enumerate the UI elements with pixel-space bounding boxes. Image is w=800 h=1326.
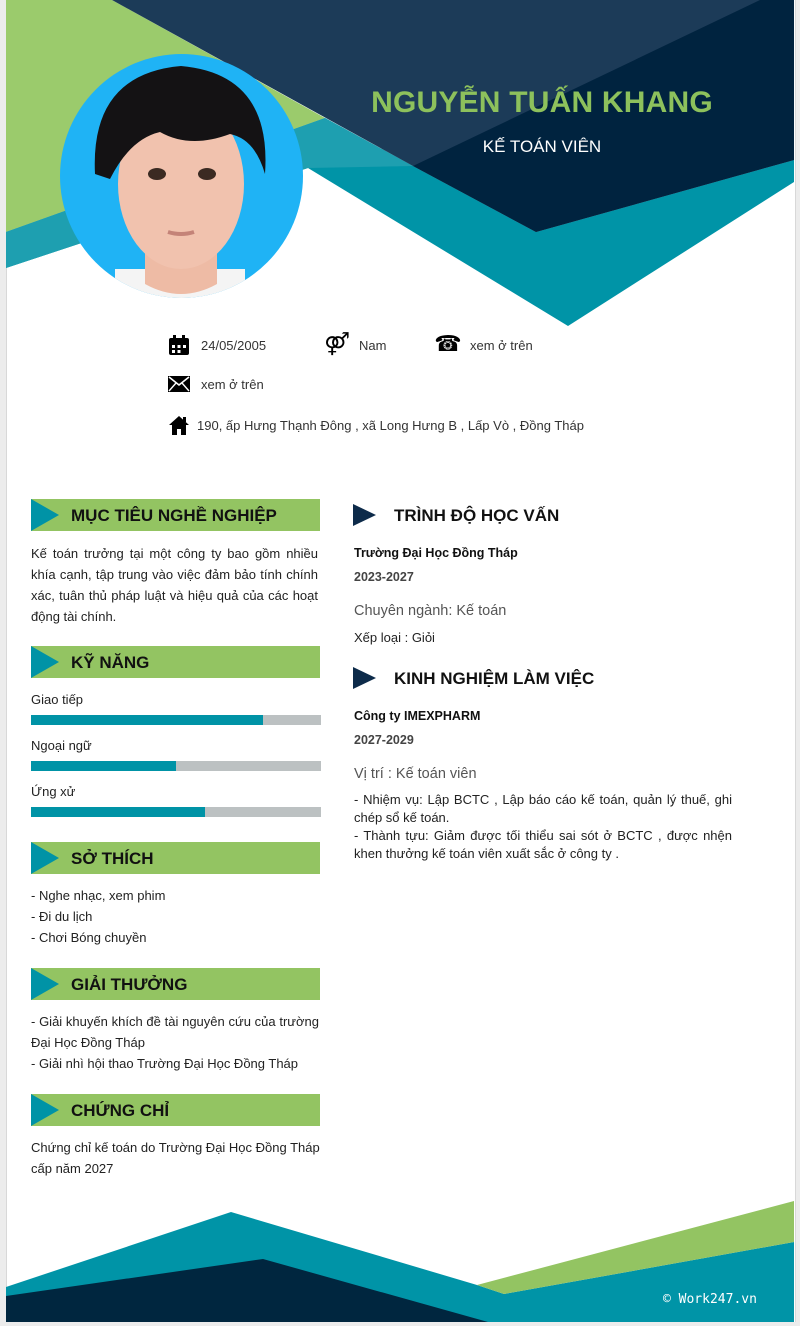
education-major: Chuyên ngành: Kế toán bbox=[354, 603, 507, 619]
section-title: GIẢI THƯỞNG bbox=[71, 975, 188, 994]
triangle-icon bbox=[31, 968, 59, 1000]
profile-photo bbox=[60, 54, 303, 298]
skill-label: Ngoại ngữ bbox=[31, 738, 92, 753]
gender-icon: ⚤ bbox=[324, 332, 350, 357]
skill-bar bbox=[31, 715, 321, 725]
candidate-name: NGUYỄN TUẤN KHANG bbox=[371, 86, 713, 119]
skill-bar-fill bbox=[31, 807, 205, 817]
list-item: - Nghe nhạc, xem phim bbox=[31, 888, 166, 903]
phone-icon: ☎ bbox=[434, 332, 462, 357]
skill-bar bbox=[31, 807, 321, 817]
experience-achievements: - Thành tựu: Giảm được tối thiểu sai sót ở BCTC , được nhện khen thưởng kế toán viên xuất sắc ở công ty . bbox=[354, 828, 732, 861]
triangle-icon bbox=[31, 646, 59, 678]
triangle-icon bbox=[353, 667, 376, 689]
skill-label: Giao tiếp bbox=[31, 692, 84, 707]
home-icon bbox=[167, 414, 191, 436]
experience-period: 2027-2029 bbox=[354, 733, 414, 747]
phone-value: xem ở trên bbox=[470, 337, 533, 353]
experience-position: Vị trí : Kế toán viên bbox=[354, 766, 477, 782]
section-title: SỞ THÍCH bbox=[71, 849, 154, 868]
email-value: xem ở trên bbox=[201, 376, 264, 392]
list-item: - Giải nhì hội thao Trường Đại Học Đồng Tháp bbox=[31, 1056, 299, 1071]
objective-text: Kế toán trưởng tại một công ty bao gồm nhiều khía cạnh, tập trung vào việc đảm bảo tính chính xác, tuân thủ pháp luật và hiệu quả của các hoạt động tài chính. bbox=[31, 546, 318, 624]
education-grade: Xếp loại : Giỏi bbox=[354, 630, 435, 645]
list-item: - Chơi Bóng chuyền bbox=[31, 930, 147, 945]
section-header-skills bbox=[31, 646, 320, 678]
triangle-icon bbox=[31, 842, 59, 874]
section-header-awards bbox=[31, 968, 320, 1000]
triangle-icon bbox=[31, 1094, 59, 1126]
mail-icon bbox=[167, 373, 191, 395]
experience-company: Công ty IMEXPHARM bbox=[354, 709, 481, 723]
education-period: 2023-2027 bbox=[354, 570, 414, 584]
job-title: KẾ TOÁN VIÊN bbox=[482, 137, 602, 156]
section-header-objective bbox=[31, 499, 320, 531]
awards-list bbox=[31, 1011, 319, 1074]
watermark: © Work247.vn bbox=[663, 1292, 757, 1307]
contact-gender bbox=[325, 334, 386, 356]
section-header-hobbies bbox=[31, 842, 320, 874]
education-school: Trường Đại Học Đồng Tháp bbox=[354, 546, 518, 560]
list-item: - Đi du lịch bbox=[31, 909, 93, 924]
experience-duties: - Nhiệm vụ: Lập BCTC , Lập báo cáo kế toán, quản lý thuế, ghi chép sổ kế toán. bbox=[354, 792, 732, 825]
address-value: 190, ấp Hưng Thạnh Đông , xã Long Hưng B , Lấp Vò , Đồng Tháp bbox=[197, 417, 584, 433]
section-title: TRÌNH ĐỘ HỌC VẤN bbox=[394, 506, 560, 525]
hobbies-list bbox=[31, 885, 321, 948]
birthday-value: 24/05/2005 bbox=[201, 337, 267, 353]
contact-address bbox=[167, 414, 584, 436]
section-title: KINH NGHIỆM LÀM VIỆC bbox=[394, 669, 595, 688]
section-title: CHỨNG CHỈ bbox=[71, 1101, 170, 1120]
section-title: MỤC TIÊU NGHỀ NGHIỆP bbox=[71, 506, 277, 525]
list-item: - Giải khuyến khích đề tài nguyên cứu của trường Đại Học Đồng Tháp bbox=[31, 1014, 319, 1050]
contact-email bbox=[167, 373, 264, 395]
skill-label: Ứng xử bbox=[31, 784, 76, 799]
section-header-certificates bbox=[31, 1094, 320, 1126]
section-title: KỸ NĂNG bbox=[71, 653, 150, 672]
skill-bar-fill bbox=[31, 715, 263, 725]
triangle-icon bbox=[31, 499, 59, 531]
experience-details bbox=[354, 791, 732, 863]
certificates-text: Chứng chỉ kế toán do Trường Đại Học Đồng Tháp cấp năm 2027 bbox=[31, 1140, 320, 1176]
triangle-icon bbox=[353, 504, 376, 526]
skill-bar bbox=[31, 761, 321, 771]
gender-value: Nam bbox=[359, 337, 387, 353]
skill-bar-fill bbox=[31, 761, 176, 771]
contact-phone bbox=[436, 334, 533, 356]
contact-birthday bbox=[167, 334, 266, 356]
calendar-icon bbox=[167, 334, 191, 356]
